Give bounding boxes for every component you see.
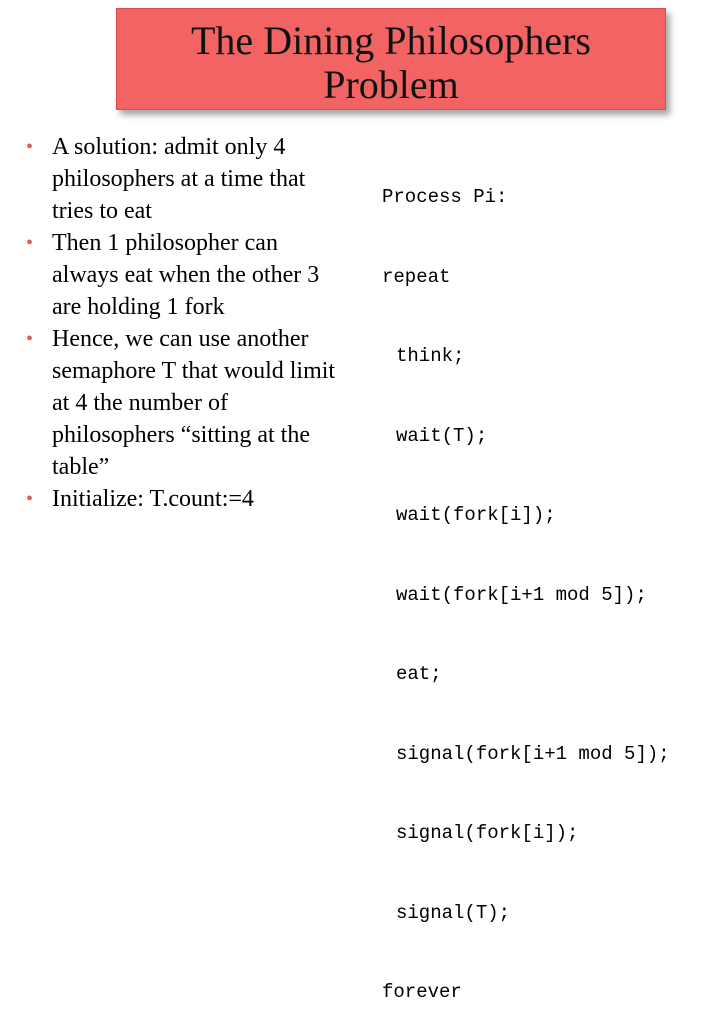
code-line: signal(fork[i+1 mod 5]); — [396, 742, 670, 765]
bullet-item — [24, 131, 349, 227]
bullet-icon: • — [26, 488, 34, 510]
title-banner — [116, 8, 666, 110]
bullet-icon: • — [26, 136, 34, 158]
title-line-1: The Dining Philosophers — [191, 18, 591, 63]
bullet-icon: • — [26, 328, 34, 350]
bullet-item — [24, 483, 349, 515]
bullet-text: Then 1 philosopher can always eat when the other 3 are holding 1 fork — [52, 230, 320, 320]
bullet-item — [24, 227, 349, 323]
bullet-icon: • — [26, 232, 34, 254]
code-line: eat; — [396, 663, 442, 685]
bullet-text: A solution: admit only 4 philosophers at a time that tries to eat — [52, 134, 306, 224]
code-line: signal(T); — [396, 901, 511, 924]
code-line: wait(T); — [396, 424, 488, 447]
bullet-text: Hence, we can use another semaphore T that would limit at 4 the number of philosophers “sitting at the table” — [52, 326, 336, 480]
code-line: signal(fork[i]); — [396, 822, 579, 844]
title-line-2: Problem — [323, 62, 459, 107]
code-line: think; — [396, 345, 465, 367]
code-block — [382, 131, 670, 1032]
code-line: Process Pi: — [382, 186, 508, 208]
bullet-list — [24, 131, 349, 515]
slide-title — [117, 19, 665, 107]
code-line: forever — [382, 981, 462, 1003]
bullet-item — [24, 323, 349, 483]
code-line: wait(fork[i]); — [396, 504, 556, 526]
bullet-text: Initialize: T.count:=4 — [52, 486, 254, 512]
code-line: wait(fork[i+1 mod 5]); — [396, 583, 647, 606]
code-line: repeat — [382, 265, 451, 288]
